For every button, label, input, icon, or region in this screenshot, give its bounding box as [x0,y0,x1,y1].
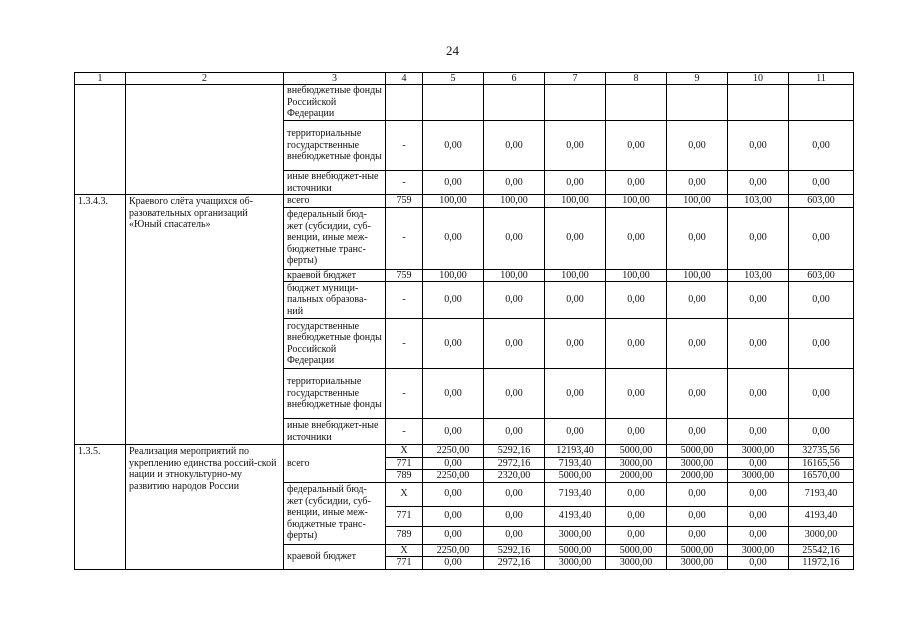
budget-code-cell: - [386,207,423,269]
amount-cell: 100,00 [545,195,606,208]
amount-cell: 0,00 [789,171,854,195]
budget-code-cell: 759 [386,269,423,282]
amount-cell: 0,00 [728,171,789,195]
amount-cell: 0,00 [789,419,854,445]
column-header: 9 [667,73,728,85]
amount-cell [484,85,545,121]
amount-cell: 0,00 [423,506,484,526]
amount-cell: 12193,40 [545,445,606,458]
amount-cell: 2320,00 [484,470,545,483]
amount-cell: 0,00 [667,419,728,445]
amount-cell: 0,00 [728,419,789,445]
budget-code-cell [386,85,423,121]
budget-code-cell: 789 [386,470,423,483]
amount-cell: 3000,00 [728,470,789,483]
budget-code-cell: - [386,369,423,419]
row-name-cell: Реализация мероприятий по укреплению единства россий-ской нации и этнокультурно-му развитию народов России [126,445,284,570]
amount-cell: 0,00 [423,457,484,470]
amount-cell: 0,00 [423,282,484,319]
column-header: 3 [284,73,386,85]
amount-cell: 2972,16 [484,457,545,470]
amount-cell: 0,00 [484,506,545,526]
amount-cell: 16570,00 [789,470,854,483]
amount-cell: 0,00 [484,171,545,195]
table-row [75,85,854,121]
amount-cell: 0,00 [789,319,854,369]
amount-cell: 5000,00 [545,470,606,483]
amount-cell: 100,00 [606,195,667,208]
amount-cell: 0,00 [728,121,789,171]
row-code-cell [75,85,126,195]
amount-cell: 25542,16 [789,544,854,557]
amount-cell: 2000,00 [667,470,728,483]
amount-cell: 2972,16 [484,557,545,570]
amount-cell: 0,00 [423,419,484,445]
amount-cell: 0,00 [667,482,728,506]
amount-cell: 0,00 [728,526,789,544]
amount-cell [789,85,854,121]
amount-cell: 0,00 [789,369,854,419]
amount-cell: 2250,00 [423,470,484,483]
amount-cell: 0,00 [728,557,789,570]
column-header: 5 [423,73,484,85]
amount-cell: 0,00 [484,282,545,319]
amount-cell: 0,00 [728,457,789,470]
column-header: 7 [545,73,606,85]
budget-code-cell: 789 [386,526,423,544]
amount-cell: 0,00 [545,369,606,419]
amount-cell: 3000,00 [545,557,606,570]
amount-cell: 0,00 [423,557,484,570]
budget-code-cell: 771 [386,506,423,526]
amount-cell: 3000,00 [789,526,854,544]
funding-source-cell: краевой бюджет [284,544,386,569]
budget-code-cell: - [386,171,423,195]
amount-cell: 0,00 [545,207,606,269]
budget-code-cell: - [386,419,423,445]
funding-source-cell: иные внебюджет-ные источники [284,419,386,445]
amount-cell: 0,00 [667,526,728,544]
amount-cell: 0,00 [667,369,728,419]
amount-cell: 0,00 [484,369,545,419]
budget-table [74,72,854,570]
amount-cell: 0,00 [484,419,545,445]
amount-cell: 0,00 [606,171,667,195]
page-number: 24 [446,43,459,58]
amount-cell: 0,00 [606,282,667,319]
table-row [75,445,854,458]
funding-source-cell: внебюджетные фонды Российской Федерации [284,85,386,121]
amount-cell: 3000,00 [606,557,667,570]
amount-cell: 0,00 [606,419,667,445]
amount-cell: 0,00 [789,207,854,269]
amount-cell: 4193,40 [789,506,854,526]
amount-cell: 100,00 [606,269,667,282]
budget-code-cell: - [386,282,423,319]
amount-cell: 2000,00 [606,470,667,483]
budget-code-cell: Х [386,544,423,557]
amount-cell: 3000,00 [728,544,789,557]
row-code-cell: 1.3.4.3. [75,195,126,445]
table-body [75,85,854,570]
amount-cell: 7193,40 [789,482,854,506]
amount-cell: 16165,56 [789,457,854,470]
amount-cell: 5000,00 [667,445,728,458]
amount-cell: 0,00 [606,319,667,369]
amount-cell: 5000,00 [667,544,728,557]
column-header: 6 [484,73,545,85]
amount-cell [423,85,484,121]
column-header: 11 [789,73,854,85]
amount-cell: 0,00 [484,319,545,369]
amount-cell: 0,00 [606,121,667,171]
amount-cell: 0,00 [728,319,789,369]
column-number-row [75,73,854,85]
budget-code-cell: - [386,121,423,171]
amount-cell: 3000,00 [728,445,789,458]
amount-cell: 603,00 [789,269,854,282]
amount-cell: 0,00 [667,319,728,369]
amount-cell [728,85,789,121]
amount-cell: 0,00 [484,207,545,269]
amount-cell: 103,00 [728,269,789,282]
amount-cell: 5292,16 [484,544,545,557]
amount-cell: 100,00 [423,195,484,208]
amount-cell: 0,00 [728,482,789,506]
budget-code-cell: 759 [386,195,423,208]
amount-cell: 0,00 [423,369,484,419]
amount-cell: 0,00 [667,506,728,526]
amount-cell: 0,00 [789,282,854,319]
funding-source-cell: бюджет муници-пальных образова-ний [284,282,386,319]
amount-cell: 0,00 [423,526,484,544]
funding-source-cell: федеральный бюд-жет (субсидии, суб-венции, иные меж-бюджетные транс-ферты) [284,207,386,269]
amount-cell: 0,00 [423,319,484,369]
amount-cell: 0,00 [606,369,667,419]
amount-cell: 0,00 [667,171,728,195]
amount-cell: 7193,40 [545,457,606,470]
amount-cell: 603,00 [789,195,854,208]
amount-cell: 0,00 [484,482,545,506]
amount-cell: 3000,00 [667,557,728,570]
amount-cell: 3000,00 [545,526,606,544]
amount-cell: 100,00 [484,195,545,208]
amount-cell: 3000,00 [606,457,667,470]
amount-cell: 0,00 [728,207,789,269]
funding-source-cell: всего [284,445,386,483]
amount-cell: 0,00 [423,207,484,269]
amount-cell: 100,00 [423,269,484,282]
budget-code-cell: 771 [386,457,423,470]
amount-cell [545,85,606,121]
amount-cell: 2250,00 [423,544,484,557]
amount-cell: 0,00 [789,121,854,171]
amount-cell: 0,00 [423,171,484,195]
row-name-cell [126,85,284,195]
amount-cell: 3000,00 [667,457,728,470]
amount-cell: 100,00 [667,195,728,208]
amount-cell: 100,00 [545,269,606,282]
table-row [75,195,854,208]
budget-code-cell: - [386,319,423,369]
funding-source-cell: краевой бюджет [284,269,386,282]
amount-cell: 5292,16 [484,445,545,458]
amount-cell: 2250,00 [423,445,484,458]
amount-cell: 0,00 [545,319,606,369]
amount-cell: 0,00 [728,282,789,319]
amount-cell: 0,00 [545,171,606,195]
column-header: 1 [75,73,126,85]
row-code-cell: 1.3.5. [75,445,126,570]
amount-cell: 0,00 [667,282,728,319]
funding-source-cell: иные внебюджет-ные источники [284,171,386,195]
amount-cell: 7193,40 [545,482,606,506]
funding-source-cell: всего [284,195,386,208]
funding-source-cell: территориальные государственные внебюджетные фонды [284,121,386,171]
amount-cell: 0,00 [606,506,667,526]
row-name-cell: Краевого слёта учащихся об-разовательных организаций «Юный спасатель» [126,195,284,445]
amount-cell: 0,00 [545,121,606,171]
amount-cell: 0,00 [667,121,728,171]
funding-source-cell: государственные внебюджетные фонды Российской Федерации [284,319,386,369]
amount-cell: 4193,40 [545,506,606,526]
column-header: 10 [728,73,789,85]
column-header: 8 [606,73,667,85]
amount-cell: 5000,00 [606,445,667,458]
amount-cell: 0,00 [423,482,484,506]
amount-cell: 5000,00 [545,544,606,557]
amount-cell: 32735,56 [789,445,854,458]
amount-cell: 0,00 [545,419,606,445]
budget-code-cell: Х [386,445,423,458]
amount-cell: 5000,00 [606,544,667,557]
column-header: 2 [126,73,284,85]
amount-cell: 100,00 [484,269,545,282]
amount-cell: 0,00 [484,121,545,171]
amount-cell: 0,00 [606,482,667,506]
amount-cell [606,85,667,121]
column-header: 4 [386,73,423,85]
amount-cell: 0,00 [484,526,545,544]
budget-code-cell: Х [386,482,423,506]
funding-source-cell: федеральный бюд-жет (субсидии, суб-венции, иные меж-бюджетные транс-ферты) [284,482,386,544]
funding-source-cell: территориальные государственные внебюджетные фонды [284,369,386,419]
amount-cell: 0,00 [667,207,728,269]
amount-cell: 100,00 [667,269,728,282]
amount-cell: 0,00 [728,369,789,419]
budget-code-cell: 771 [386,557,423,570]
amount-cell: 0,00 [606,207,667,269]
amount-cell: 103,00 [728,195,789,208]
amount-cell: 0,00 [545,282,606,319]
amount-cell: 11972,16 [789,557,854,570]
amount-cell: 0,00 [728,506,789,526]
amount-cell: 0,00 [606,526,667,544]
amount-cell: 0,00 [423,121,484,171]
amount-cell [667,85,728,121]
